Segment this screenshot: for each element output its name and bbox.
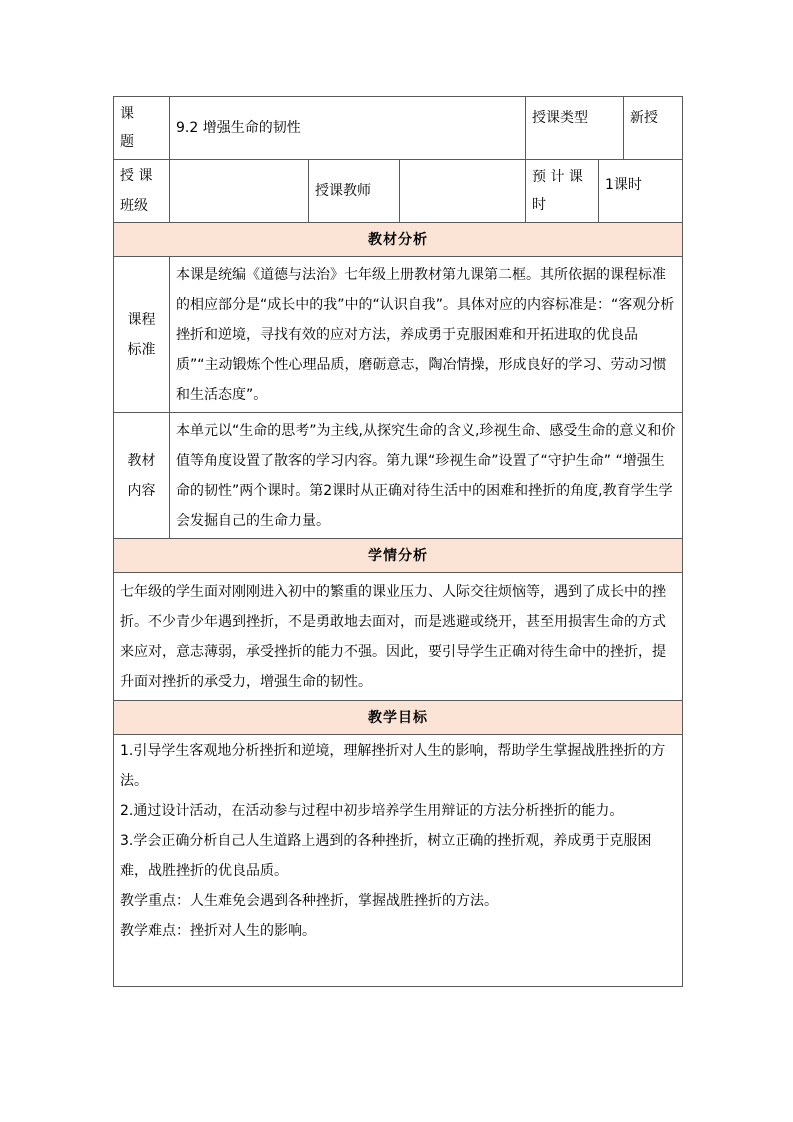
material-analysis-heading: 教材分析	[114, 223, 683, 257]
content-text: 本单元以“生命的思考”为主线,从探究生命的含义,珍视生命、感受生命的意义和价值等角度设置了散客的学习内容。第九课“珍视生命”设置了“守护生命” “增强生命的韧性”两个课时。第2课时从正确对待生活中的困难和挫折的角度,教育学生学会发掘自己的生命力量。	[170, 413, 683, 539]
lesson-type-label: 授课类型	[526, 97, 624, 160]
hours-value: 1课时	[599, 160, 683, 223]
lesson-type-value: 新授	[624, 97, 683, 160]
standard-label: 课程 标准	[114, 257, 170, 413]
difficult-point: 教学难点：挫折对人生的影响。	[120, 923, 316, 939]
content-label: 教材 内容	[114, 413, 170, 539]
learner-analysis-heading: 学情分析	[114, 539, 683, 573]
objectives-body	[114, 735, 683, 987]
lesson-label: 课 题	[114, 97, 170, 160]
objective-item-1: 1.引导学生客观地分析挫折和逆境，理解挫折对人生的影响，帮助学生掌握战胜挫折的方法。	[120, 743, 666, 789]
class-value	[170, 160, 309, 223]
learner-analysis-text: 七年级的学生面对刚刚进入初中的繁重的课业压力、人际交往烦恼等，遇到了成长中的挫折。不少青少年遇到挫折，不是勇敢地去面对，而是逃避或绕开，甚至用损害生命的方式来应对，意志薄弱，承受挫折的能力不强。因此，要引导学生正确对待生命中的挫折，提升面对挫折的承受力，增强生命的韧性。	[114, 573, 683, 701]
key-point: 教学重点：人生难免会遇到各种挫折，掌握战胜挫折的方法。	[120, 893, 498, 909]
class-label: 授 课 班级	[114, 160, 170, 223]
teacher-label: 授课教师	[309, 160, 400, 223]
hours-label: 预 计 课 时	[526, 160, 599, 223]
teacher-value	[400, 160, 526, 223]
standard-text: 本课是统编《道德与法治》七年级上册教材第九课第二框。其所依据的课程标准的相应部分是“成长中的我”中的“认识自我”。具体对应的内容标准是：“客观分析挫折和逆境，寻找有效的应对方法，养成勇于克服困难和开拓进取的优良品质”“主动锻炼个性心理品质，磨砺意志，陶冶情操，形成良好的学习、劳动习惯和生活态度”。	[170, 257, 683, 413]
objective-item-2: 2.通过设计活动，在活动参与过程中初步培养学生用辩证的方法分析挫折的能力。	[120, 803, 624, 819]
objectives-heading: 教学目标	[114, 701, 683, 735]
lesson-title: 9.2 增强生命的韧性	[170, 97, 526, 160]
objective-item-3: 3.学会正确分析自己人生道路上遇到的各种挫折，树立正确的挫折观，养成勇于克服困难，战胜挫折的优良品质。	[120, 833, 652, 879]
lesson-plan-table	[113, 96, 683, 987]
